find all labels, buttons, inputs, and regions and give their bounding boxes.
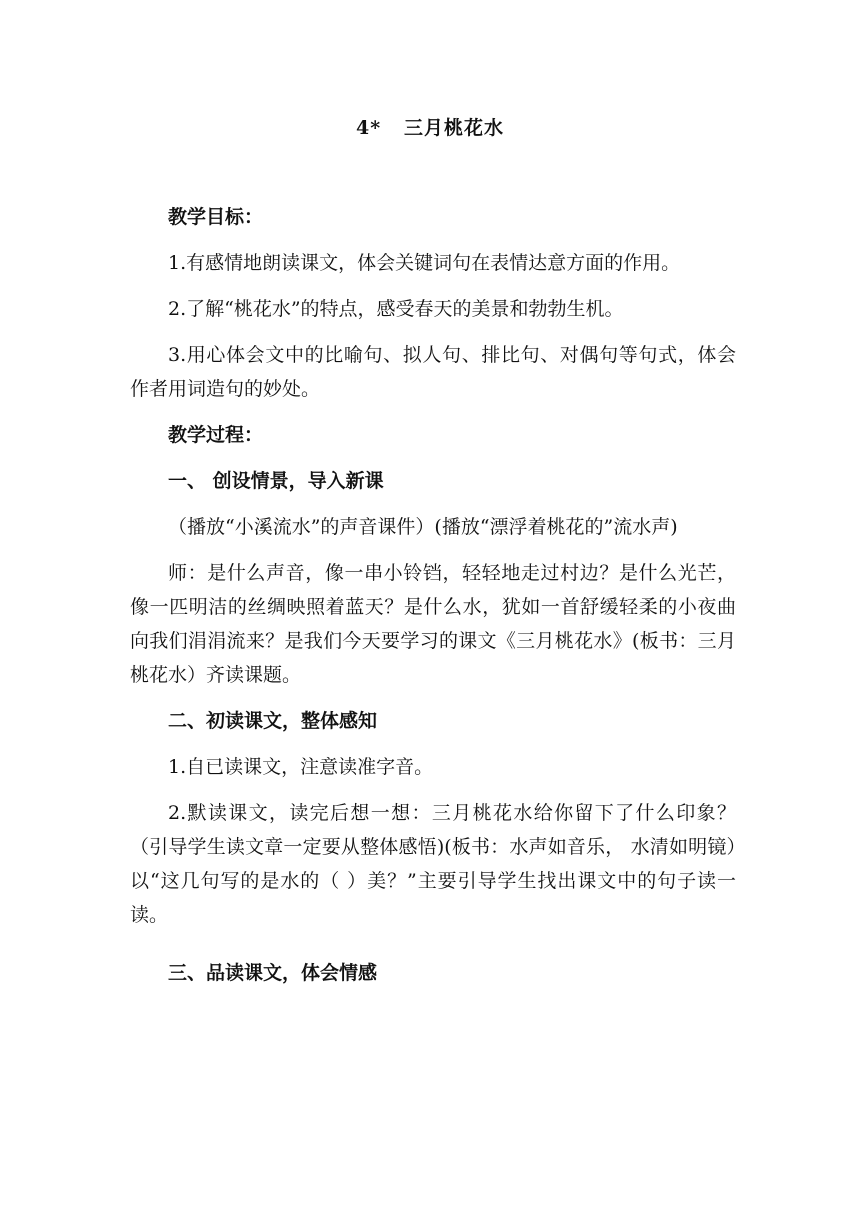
goal-item-3: 3.用心体会文中的比喻句、拟人句、排比句、对偶句等句式，体会作者用词造句的妙处。 xyxy=(130,344,736,400)
step-item-2: 2.默读课文，读完后想一想：三月桃花水给你留下了什么印象？（引导学生读文章一定要从整体感悟)(板书：水声如音乐， 水清如明镜）以“这几句写的是水的（ ）美？”主要引导学生找出课文中的句子读一读。 xyxy=(130,802,736,926)
paragraph-audio-note: （播放“小溪流水”的声音课件）(播放“漂浮着桃花的”流水声) xyxy=(168,516,678,538)
step-item-1: 1.自已读课文，注意读准字音。 xyxy=(168,756,434,778)
paragraph-teacher-intro: 师：是什么声音，像一串小铃铛，轻轻地走过村边？是什么光芒，像一匹明洁的丝绸映照着蓝天？是什么水，犹如一首舒缓轻柔的小夜曲向我们涓涓流来？是我们今天要学习的课文《三月桃花水》(板书：三月桃花水）齐读课题。 xyxy=(130,562,736,686)
heading-teaching-goals: 教学目标： xyxy=(168,206,264,228)
document-body xyxy=(130,200,736,1002)
page-title: 4* 三月桃花水 xyxy=(355,117,504,139)
heading-teaching-process: 教学过程： xyxy=(168,424,264,446)
section-heading-3: 三、品读课文，体会情感 xyxy=(168,962,378,984)
section-heading-2: 二、初读课文，整体感知 xyxy=(168,710,378,732)
goal-item-2: 2.了解“桃花水”的特点，感受春天的美景和勃勃生机。 xyxy=(168,298,624,320)
goal-item-1: 1.有感情地朗读课文，体会关键词句在表情达意方面的作用。 xyxy=(168,252,681,274)
section-heading-1: 一、 创设情景，导入新课 xyxy=(168,470,384,492)
